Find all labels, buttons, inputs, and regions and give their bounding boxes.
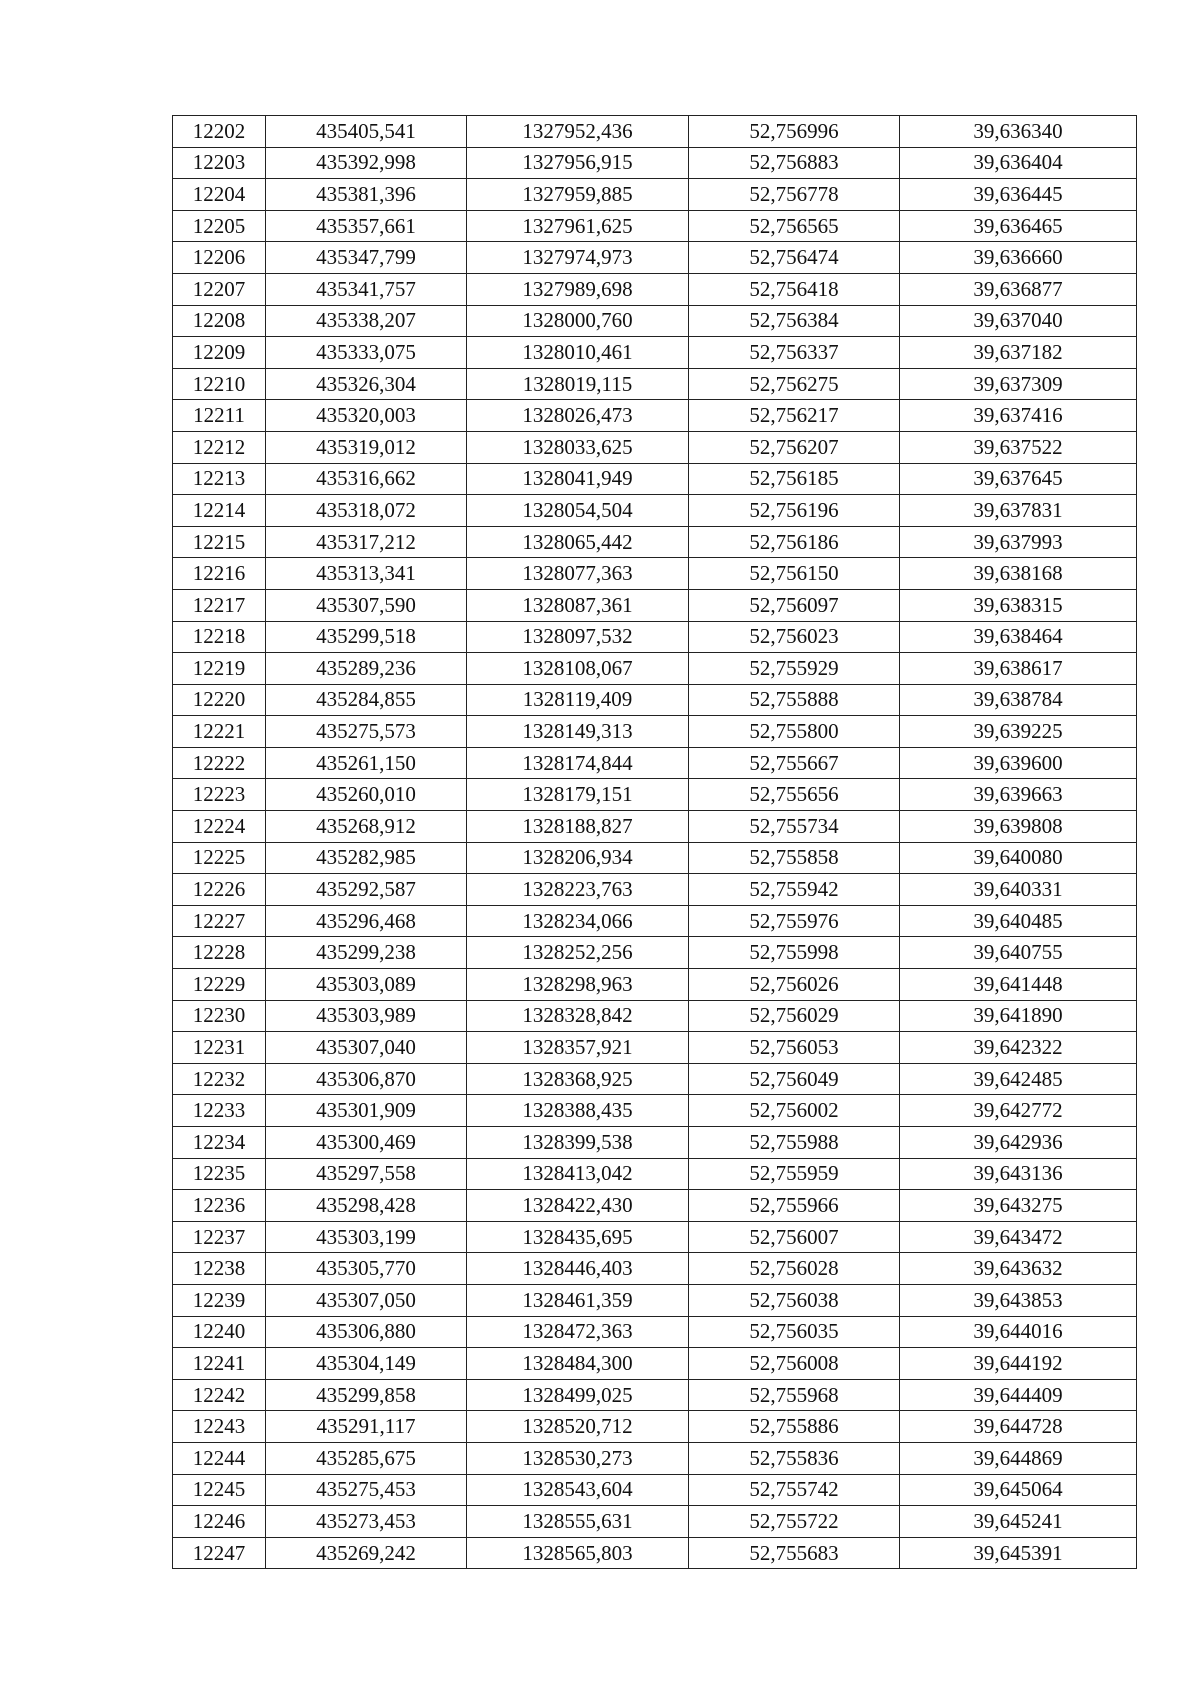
table-row	[173, 1190, 1137, 1222]
coordinates-table-body	[173, 116, 1137, 1569]
x-coordinate-cell: 435307,590	[266, 589, 467, 621]
y-coordinate-cell: 1328041,949	[467, 463, 689, 495]
longitude-cell: 39,644869	[900, 1442, 1137, 1474]
latitude-cell: 52,756028	[689, 1253, 900, 1285]
y-coordinate-cell: 1327952,436	[467, 116, 689, 148]
y-coordinate-cell: 1328223,763	[467, 874, 689, 906]
table-row	[173, 1506, 1137, 1538]
x-coordinate-cell: 435275,573	[266, 716, 467, 748]
point-number-cell: 12207	[173, 273, 266, 305]
x-coordinate-cell: 435282,985	[266, 842, 467, 874]
table-row	[173, 337, 1137, 369]
y-coordinate-cell: 1328206,934	[467, 842, 689, 874]
latitude-cell: 52,755836	[689, 1442, 900, 1474]
point-number-cell: 12238	[173, 1253, 266, 1285]
y-coordinate-cell: 1328446,403	[467, 1253, 689, 1285]
table-row	[173, 147, 1137, 179]
x-coordinate-cell: 435303,199	[266, 1221, 467, 1253]
y-coordinate-cell: 1328357,921	[467, 1032, 689, 1064]
y-coordinate-cell: 1328413,042	[467, 1158, 689, 1190]
latitude-cell: 52,755734	[689, 811, 900, 843]
point-number-cell: 12239	[173, 1284, 266, 1316]
y-coordinate-cell: 1328010,461	[467, 337, 689, 369]
table-row	[173, 1158, 1137, 1190]
x-coordinate-cell: 435347,799	[266, 242, 467, 274]
y-coordinate-cell: 1328033,625	[467, 431, 689, 463]
x-coordinate-cell: 435317,212	[266, 526, 467, 558]
y-coordinate-cell: 1328499,025	[467, 1379, 689, 1411]
longitude-cell: 39,644728	[900, 1411, 1137, 1443]
y-coordinate-cell: 1327989,698	[467, 273, 689, 305]
point-number-cell: 12240	[173, 1316, 266, 1348]
table-row	[173, 116, 1137, 148]
table-row	[173, 874, 1137, 906]
y-coordinate-cell: 1328087,361	[467, 589, 689, 621]
x-coordinate-cell: 435357,661	[266, 210, 467, 242]
point-number-cell: 12222	[173, 747, 266, 779]
latitude-cell: 52,756186	[689, 526, 900, 558]
x-coordinate-cell: 435303,989	[266, 1000, 467, 1032]
longitude-cell: 39,637993	[900, 526, 1137, 558]
x-coordinate-cell: 435298,428	[266, 1190, 467, 1222]
longitude-cell: 39,640331	[900, 874, 1137, 906]
x-coordinate-cell: 435306,870	[266, 1063, 467, 1095]
point-number-cell: 12211	[173, 400, 266, 432]
longitude-cell: 39,636465	[900, 210, 1137, 242]
point-number-cell: 12217	[173, 589, 266, 621]
table-row	[173, 811, 1137, 843]
y-coordinate-cell: 1328399,538	[467, 1127, 689, 1159]
x-coordinate-cell: 435338,207	[266, 305, 467, 337]
latitude-cell: 52,756474	[689, 242, 900, 274]
y-coordinate-cell: 1328119,409	[467, 684, 689, 716]
longitude-cell: 39,643632	[900, 1253, 1137, 1285]
table-row	[173, 1221, 1137, 1253]
y-coordinate-cell: 1328149,313	[467, 716, 689, 748]
y-coordinate-cell: 1328543,604	[467, 1474, 689, 1506]
latitude-cell: 52,755667	[689, 747, 900, 779]
latitude-cell: 52,756185	[689, 463, 900, 495]
point-number-cell: 12230	[173, 1000, 266, 1032]
longitude-cell: 39,638315	[900, 589, 1137, 621]
y-coordinate-cell: 1328252,256	[467, 937, 689, 969]
longitude-cell: 39,637416	[900, 400, 1137, 432]
x-coordinate-cell: 435316,662	[266, 463, 467, 495]
longitude-cell: 39,637182	[900, 337, 1137, 369]
longitude-cell: 39,643136	[900, 1158, 1137, 1190]
point-number-cell: 12225	[173, 842, 266, 874]
latitude-cell: 52,755976	[689, 905, 900, 937]
latitude-cell: 52,755742	[689, 1474, 900, 1506]
x-coordinate-cell: 435292,587	[266, 874, 467, 906]
latitude-cell: 52,756035	[689, 1316, 900, 1348]
x-coordinate-cell: 435305,770	[266, 1253, 467, 1285]
table-row	[173, 1442, 1137, 1474]
x-coordinate-cell: 435319,012	[266, 431, 467, 463]
x-coordinate-cell: 435296,468	[266, 905, 467, 937]
table-row	[173, 842, 1137, 874]
table-row	[173, 1000, 1137, 1032]
y-coordinate-cell: 1328054,504	[467, 495, 689, 527]
point-number-cell: 12233	[173, 1095, 266, 1127]
x-coordinate-cell: 435260,010	[266, 779, 467, 811]
point-number-cell: 12232	[173, 1063, 266, 1095]
latitude-cell: 52,756207	[689, 431, 900, 463]
point-number-cell: 12226	[173, 874, 266, 906]
y-coordinate-cell: 1328108,067	[467, 653, 689, 685]
x-coordinate-cell: 435289,236	[266, 653, 467, 685]
point-number-cell: 12244	[173, 1442, 266, 1474]
y-coordinate-cell: 1328461,359	[467, 1284, 689, 1316]
table-row	[173, 747, 1137, 779]
point-number-cell: 12204	[173, 179, 266, 211]
table-row	[173, 937, 1137, 969]
table-row	[173, 1316, 1137, 1348]
point-number-cell: 12227	[173, 905, 266, 937]
table-row	[173, 400, 1137, 432]
point-number-cell: 12237	[173, 1221, 266, 1253]
longitude-cell: 39,639600	[900, 747, 1137, 779]
longitude-cell: 39,637831	[900, 495, 1137, 527]
table-row	[173, 1379, 1137, 1411]
y-coordinate-cell: 1328019,115	[467, 368, 689, 400]
table-row	[173, 716, 1137, 748]
table-row	[173, 1474, 1137, 1506]
y-coordinate-cell: 1328435,695	[467, 1221, 689, 1253]
y-coordinate-cell: 1328234,066	[467, 905, 689, 937]
table-row	[173, 495, 1137, 527]
x-coordinate-cell: 435268,912	[266, 811, 467, 843]
table-row	[173, 779, 1137, 811]
longitude-cell: 39,636877	[900, 273, 1137, 305]
point-number-cell: 12228	[173, 937, 266, 969]
point-number-cell: 12231	[173, 1032, 266, 1064]
latitude-cell: 52,756418	[689, 273, 900, 305]
longitude-cell: 39,643275	[900, 1190, 1137, 1222]
table-row	[173, 1411, 1137, 1443]
x-coordinate-cell: 435313,341	[266, 558, 467, 590]
table-row	[173, 431, 1137, 463]
x-coordinate-cell: 435326,304	[266, 368, 467, 400]
table-row	[173, 969, 1137, 1001]
x-coordinate-cell: 435307,050	[266, 1284, 467, 1316]
x-coordinate-cell: 435318,072	[266, 495, 467, 527]
longitude-cell: 39,636660	[900, 242, 1137, 274]
point-number-cell: 12235	[173, 1158, 266, 1190]
point-number-cell: 12214	[173, 495, 266, 527]
x-coordinate-cell: 435300,469	[266, 1127, 467, 1159]
latitude-cell: 52,756008	[689, 1348, 900, 1380]
table-row	[173, 1253, 1137, 1285]
point-number-cell: 12206	[173, 242, 266, 274]
latitude-cell: 52,755929	[689, 653, 900, 685]
latitude-cell: 52,755800	[689, 716, 900, 748]
table-row	[173, 305, 1137, 337]
table-row	[173, 463, 1137, 495]
longitude-cell: 39,636445	[900, 179, 1137, 211]
y-coordinate-cell: 1328328,842	[467, 1000, 689, 1032]
point-number-cell: 12212	[173, 431, 266, 463]
x-coordinate-cell: 435261,150	[266, 747, 467, 779]
point-number-cell: 12205	[173, 210, 266, 242]
longitude-cell: 39,642936	[900, 1127, 1137, 1159]
y-coordinate-cell: 1328065,442	[467, 526, 689, 558]
y-coordinate-cell: 1327956,915	[467, 147, 689, 179]
point-number-cell: 12229	[173, 969, 266, 1001]
table-row	[173, 1032, 1137, 1064]
table-row	[173, 1348, 1137, 1380]
point-number-cell: 12216	[173, 558, 266, 590]
table-row	[173, 1537, 1137, 1569]
table-row	[173, 558, 1137, 590]
point-number-cell: 12221	[173, 716, 266, 748]
y-coordinate-cell: 1328472,363	[467, 1316, 689, 1348]
x-coordinate-cell: 435297,558	[266, 1158, 467, 1190]
point-number-cell: 12210	[173, 368, 266, 400]
table-row	[173, 1095, 1137, 1127]
latitude-cell: 52,755966	[689, 1190, 900, 1222]
x-coordinate-cell: 435333,075	[266, 337, 467, 369]
y-coordinate-cell: 1328368,925	[467, 1063, 689, 1095]
latitude-cell: 52,756049	[689, 1063, 900, 1095]
y-coordinate-cell: 1328298,963	[467, 969, 689, 1001]
table-row	[173, 684, 1137, 716]
longitude-cell: 39,644192	[900, 1348, 1137, 1380]
x-coordinate-cell: 435285,675	[266, 1442, 467, 1474]
table-row	[173, 1284, 1137, 1316]
table-row	[173, 273, 1137, 305]
longitude-cell: 39,637309	[900, 368, 1137, 400]
longitude-cell: 39,645391	[900, 1537, 1137, 1569]
table-row	[173, 653, 1137, 685]
table-row	[173, 368, 1137, 400]
latitude-cell: 52,755858	[689, 842, 900, 874]
point-number-cell: 12219	[173, 653, 266, 685]
longitude-cell: 39,639808	[900, 811, 1137, 843]
longitude-cell: 39,642772	[900, 1095, 1137, 1127]
x-coordinate-cell: 435299,858	[266, 1379, 467, 1411]
longitude-cell: 39,645241	[900, 1506, 1137, 1538]
y-coordinate-cell: 1328530,273	[467, 1442, 689, 1474]
point-number-cell: 12242	[173, 1379, 266, 1411]
latitude-cell: 52,755959	[689, 1158, 900, 1190]
latitude-cell: 52,756007	[689, 1221, 900, 1253]
longitude-cell: 39,638464	[900, 621, 1137, 653]
latitude-cell: 52,756038	[689, 1284, 900, 1316]
latitude-cell: 52,756029	[689, 1000, 900, 1032]
x-coordinate-cell: 435284,855	[266, 684, 467, 716]
table-row	[173, 1127, 1137, 1159]
table-row	[173, 905, 1137, 937]
x-coordinate-cell: 435306,880	[266, 1316, 467, 1348]
latitude-cell: 52,756026	[689, 969, 900, 1001]
longitude-cell: 39,640755	[900, 937, 1137, 969]
longitude-cell: 39,644409	[900, 1379, 1137, 1411]
longitude-cell: 39,638784	[900, 684, 1137, 716]
longitude-cell: 39,644016	[900, 1316, 1137, 1348]
longitude-cell: 39,637645	[900, 463, 1137, 495]
latitude-cell: 52,756097	[689, 589, 900, 621]
point-number-cell: 12236	[173, 1190, 266, 1222]
latitude-cell: 52,756053	[689, 1032, 900, 1064]
coordinates-table	[172, 115, 1137, 1569]
latitude-cell: 52,756275	[689, 368, 900, 400]
table-row	[173, 589, 1137, 621]
point-number-cell: 12243	[173, 1411, 266, 1443]
table-row	[173, 179, 1137, 211]
longitude-cell: 39,637522	[900, 431, 1137, 463]
y-coordinate-cell: 1328188,827	[467, 811, 689, 843]
table-row	[173, 621, 1137, 653]
latitude-cell: 52,755656	[689, 779, 900, 811]
y-coordinate-cell: 1328179,151	[467, 779, 689, 811]
y-coordinate-cell: 1328174,844	[467, 747, 689, 779]
point-number-cell: 12220	[173, 684, 266, 716]
x-coordinate-cell: 435307,040	[266, 1032, 467, 1064]
point-number-cell: 12203	[173, 147, 266, 179]
latitude-cell: 52,756883	[689, 147, 900, 179]
longitude-cell: 39,639225	[900, 716, 1137, 748]
x-coordinate-cell: 435341,757	[266, 273, 467, 305]
x-coordinate-cell: 435291,117	[266, 1411, 467, 1443]
y-coordinate-cell: 1328565,803	[467, 1537, 689, 1569]
table-row	[173, 526, 1137, 558]
x-coordinate-cell: 435320,003	[266, 400, 467, 432]
y-coordinate-cell: 1327959,885	[467, 179, 689, 211]
longitude-cell: 39,645064	[900, 1474, 1137, 1506]
point-number-cell: 12218	[173, 621, 266, 653]
x-coordinate-cell: 435275,453	[266, 1474, 467, 1506]
table-row	[173, 1063, 1137, 1095]
latitude-cell: 52,755888	[689, 684, 900, 716]
point-number-cell: 12245	[173, 1474, 266, 1506]
point-number-cell: 12209	[173, 337, 266, 369]
x-coordinate-cell: 435303,089	[266, 969, 467, 1001]
y-coordinate-cell: 1328422,430	[467, 1190, 689, 1222]
longitude-cell: 39,641448	[900, 969, 1137, 1001]
latitude-cell: 52,756384	[689, 305, 900, 337]
table-row	[173, 242, 1137, 274]
table-row	[173, 210, 1137, 242]
y-coordinate-cell: 1328520,712	[467, 1411, 689, 1443]
y-coordinate-cell: 1327974,973	[467, 242, 689, 274]
x-coordinate-cell: 435405,541	[266, 116, 467, 148]
latitude-cell: 52,756996	[689, 116, 900, 148]
latitude-cell: 52,755886	[689, 1411, 900, 1443]
longitude-cell: 39,638617	[900, 653, 1137, 685]
longitude-cell: 39,636340	[900, 116, 1137, 148]
longitude-cell: 39,643472	[900, 1221, 1137, 1253]
x-coordinate-cell: 435269,242	[266, 1537, 467, 1569]
point-number-cell: 12241	[173, 1348, 266, 1380]
latitude-cell: 52,756778	[689, 179, 900, 211]
point-number-cell: 12215	[173, 526, 266, 558]
y-coordinate-cell: 1328026,473	[467, 400, 689, 432]
latitude-cell: 52,755998	[689, 937, 900, 969]
longitude-cell: 39,639663	[900, 779, 1137, 811]
x-coordinate-cell: 435299,518	[266, 621, 467, 653]
latitude-cell: 52,755722	[689, 1506, 900, 1538]
x-coordinate-cell: 435381,396	[266, 179, 467, 211]
latitude-cell: 52,756217	[689, 400, 900, 432]
x-coordinate-cell: 435301,909	[266, 1095, 467, 1127]
longitude-cell: 39,640485	[900, 905, 1137, 937]
y-coordinate-cell: 1328555,631	[467, 1506, 689, 1538]
latitude-cell: 52,756196	[689, 495, 900, 527]
point-number-cell: 12208	[173, 305, 266, 337]
x-coordinate-cell: 435299,238	[266, 937, 467, 969]
point-number-cell: 12234	[173, 1127, 266, 1159]
point-number-cell: 12247	[173, 1537, 266, 1569]
y-coordinate-cell: 1328077,363	[467, 558, 689, 590]
y-coordinate-cell: 1328484,300	[467, 1348, 689, 1380]
x-coordinate-cell: 435273,453	[266, 1506, 467, 1538]
y-coordinate-cell: 1327961,625	[467, 210, 689, 242]
longitude-cell: 39,640080	[900, 842, 1137, 874]
y-coordinate-cell: 1328000,760	[467, 305, 689, 337]
latitude-cell: 52,756023	[689, 621, 900, 653]
point-number-cell: 12246	[173, 1506, 266, 1538]
longitude-cell: 39,638168	[900, 558, 1137, 590]
latitude-cell: 52,756337	[689, 337, 900, 369]
longitude-cell: 39,642322	[900, 1032, 1137, 1064]
longitude-cell: 39,637040	[900, 305, 1137, 337]
point-number-cell: 12213	[173, 463, 266, 495]
point-number-cell: 12223	[173, 779, 266, 811]
latitude-cell: 52,755942	[689, 874, 900, 906]
latitude-cell: 52,756565	[689, 210, 900, 242]
longitude-cell: 39,642485	[900, 1063, 1137, 1095]
latitude-cell: 52,755968	[689, 1379, 900, 1411]
x-coordinate-cell: 435392,998	[266, 147, 467, 179]
longitude-cell: 39,636404	[900, 147, 1137, 179]
point-number-cell: 12224	[173, 811, 266, 843]
latitude-cell: 52,756002	[689, 1095, 900, 1127]
longitude-cell: 39,641890	[900, 1000, 1137, 1032]
latitude-cell: 52,755683	[689, 1537, 900, 1569]
point-number-cell: 12202	[173, 116, 266, 148]
y-coordinate-cell: 1328388,435	[467, 1095, 689, 1127]
latitude-cell: 52,756150	[689, 558, 900, 590]
y-coordinate-cell: 1328097,532	[467, 621, 689, 653]
x-coordinate-cell: 435304,149	[266, 1348, 467, 1380]
latitude-cell: 52,755988	[689, 1127, 900, 1159]
longitude-cell: 39,643853	[900, 1284, 1137, 1316]
